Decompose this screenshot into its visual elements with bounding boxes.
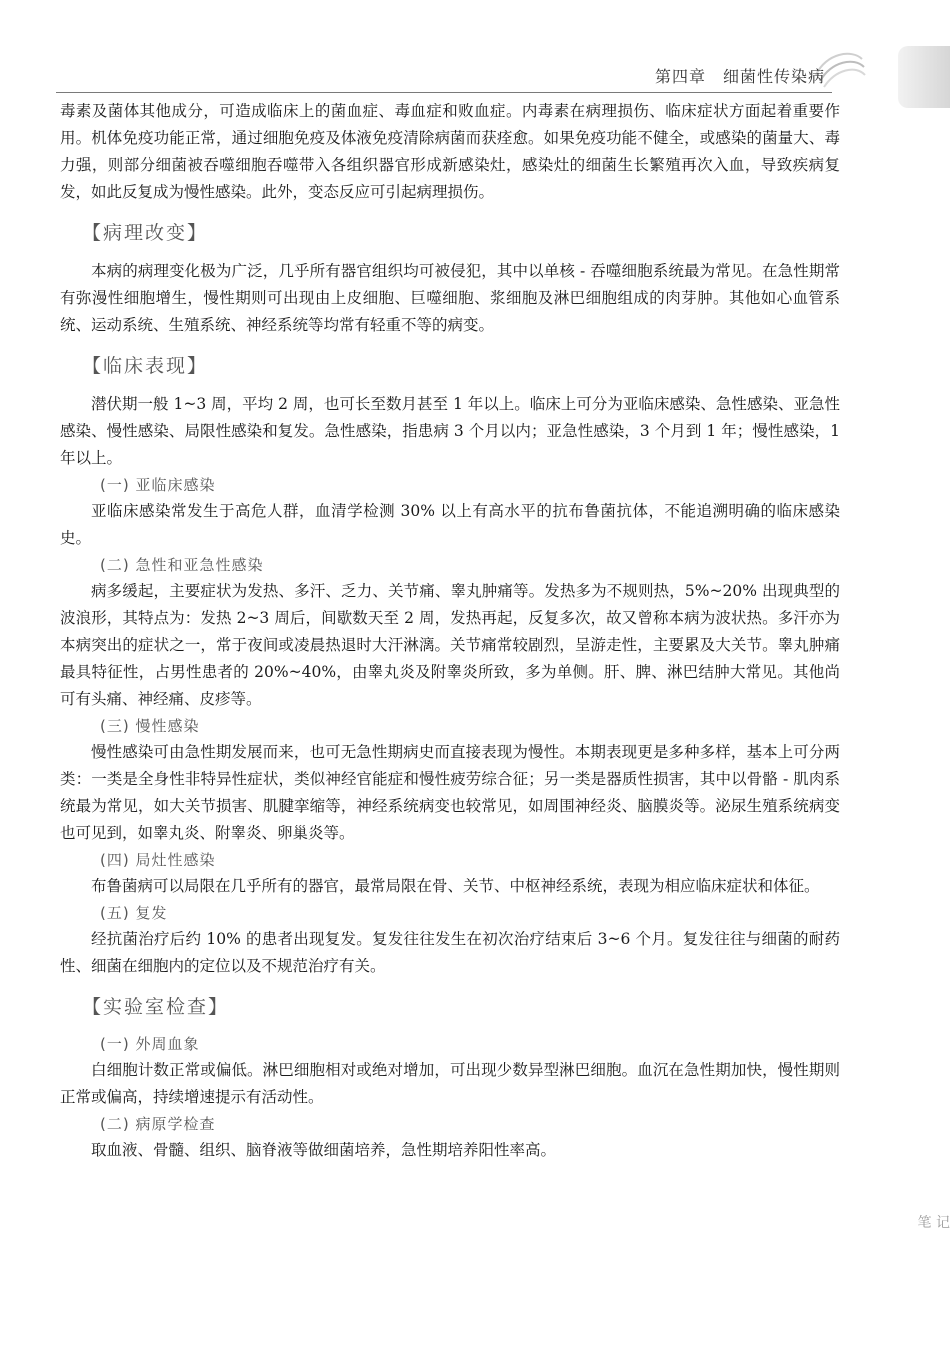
margin-note: 笔 记 [917, 1215, 950, 1231]
section-title-clinical: 【临床表现】 [82, 355, 209, 377]
chronic-paragraph: 慢性感染可由急性期发展而来，也可无急性期病史而直接表现为慢性。本期表现更是多种多样，基本上可分两类：一类是全身性非特异性症状，类似神经官能症和慢性疲劳综合征；另一类是器质性损害，其中以骨骼 - 肌肉系统最为常见，如大关节损害、肌腱挛缩等，神经系统病变也较常见，如周围神经炎、脑膜炎等。泌尿生殖系统病变也可见到，如睾丸炎、附睾炎、卵巢炎等。 [60, 743, 840, 842]
pathogen-paragraph: 取血液、骨髓、组织、脑脊液等做细菌培养，急性期培养阳性率高。 [91, 1141, 557, 1159]
clinical-paragraph: 潜伏期一般 1~3 周，平均 2 周，也可长至数月甚至 1 年以上。临床上可分为亚临床感染、急性感染、亚急性感染、慢性感染、局限性感染和复发。急性感染，指患病 3 个月以内；亚急性感染，3 个月到 1 年；慢性感染，1 年以上。 [60, 395, 840, 467]
subsection-title-chronic: (三) 慢性感染 [100, 717, 200, 735]
subsection-title-acute: (二) 急性和亚急性感染 [100, 556, 264, 574]
subsection-title-subclinical: (一) 亚临床感染 [100, 476, 216, 494]
focal-paragraph: 布鲁菌病可以局限在几乎所有的器官，最常局限在骨、关节、中枢神经系统，表现为相应临床症状和体征。 [91, 877, 820, 895]
subsection-title-pathogen: (二) 病原学检查 [100, 1115, 216, 1133]
subsection-title-focal: (四) 局灶性感染 [100, 851, 216, 869]
chapter-header: 第四章 细菌性传染病 [654, 67, 825, 86]
blood-paragraph: 白细胞计数正常或偏低。淋巴细胞相对或绝对增加，可出现少数异型淋巴细胞。血沉在急性期加快，慢性期则正常或偏高，持续增速提示有活动性。 [60, 1061, 840, 1106]
intro-paragraph: 毒素及菌体其他成分，可造成临床上的菌血症、毒血症和败血症。内毒素在病理损伤、临床症状方面起着重要作用。机体免疫功能正常，通过细胞免疫及体液免疫清除病菌而获痊愈。如果免疫功能不健全，或感染的菌量大、毒力强，则部分细菌被吞噬细胞吞噬带入各组织器官形成新感染灶，感染灶的细菌生长繁殖再次入血，导致疾病复发，如此反复成为慢性感染。此外，变态反应可引起病理损伤。 [60, 102, 840, 201]
relapse-paragraph: 经抗菌治疗后约 10% 的患者出现复发。复发往往发生在初次治疗结束后 3~6 个月。复发往往与细菌的耐药性、细菌在细胞内的定位以及不规范治疗有关。 [60, 930, 840, 975]
subsection-title-relapse: (五) 复发 [100, 904, 168, 922]
page-edge-tab [898, 46, 950, 108]
subclinical-paragraph: 亚临床感染常发生于高危人群，血清学检测 30% 以上有高水平的抗布鲁菌抗体，不能追溯明确的临床感染史。 [60, 502, 840, 547]
section-title-lab: 【实验室检查】 [82, 996, 230, 1018]
pathology-paragraph: 本病的病理变化极为广泛，几乎所有器官组织均可被侵犯，其中以单核 - 吞噬细胞系统最为常见。在急性期常有弥漫性细胞增生，慢性期则可出现由上皮细胞、巨噬细胞、浆细胞及淋巴细胞组成的肉芽肿。其他如心血管系统、运动系统、生殖系统、神经系统等均常有轻重不等的病变。 [60, 262, 840, 334]
page-content [60, 98, 840, 1164]
section-title-pathology: 【病理改变】 [82, 222, 209, 244]
subsection-title-blood: (一) 外周血象 [100, 1035, 200, 1053]
header-rule [56, 92, 832, 93]
acute-paragraph: 病多缓起，主要症状为发热、多汗、乏力、关节痛、睾丸肿痛等。发热多为不规则热，5%~20% 出现典型的波浪形，其特点为：发热 2~3 周后，间歇数天至 2 周，发热再起，反复多次，故又曾称本病为波状热。多汗亦为本病突出的症状之一，常于夜间或凌晨热退时大汗淋漓。关节痛常较剧烈，呈游走性，主要累及大关节。睾丸肿痛最具特征性，占男性患者的 20%~40%，由睾丸炎及附睾炎所致，多为单侧。肝、脾、淋巴结肿大常见。其他尚可有头痛、神经痛、皮疹等。 [60, 582, 840, 708]
